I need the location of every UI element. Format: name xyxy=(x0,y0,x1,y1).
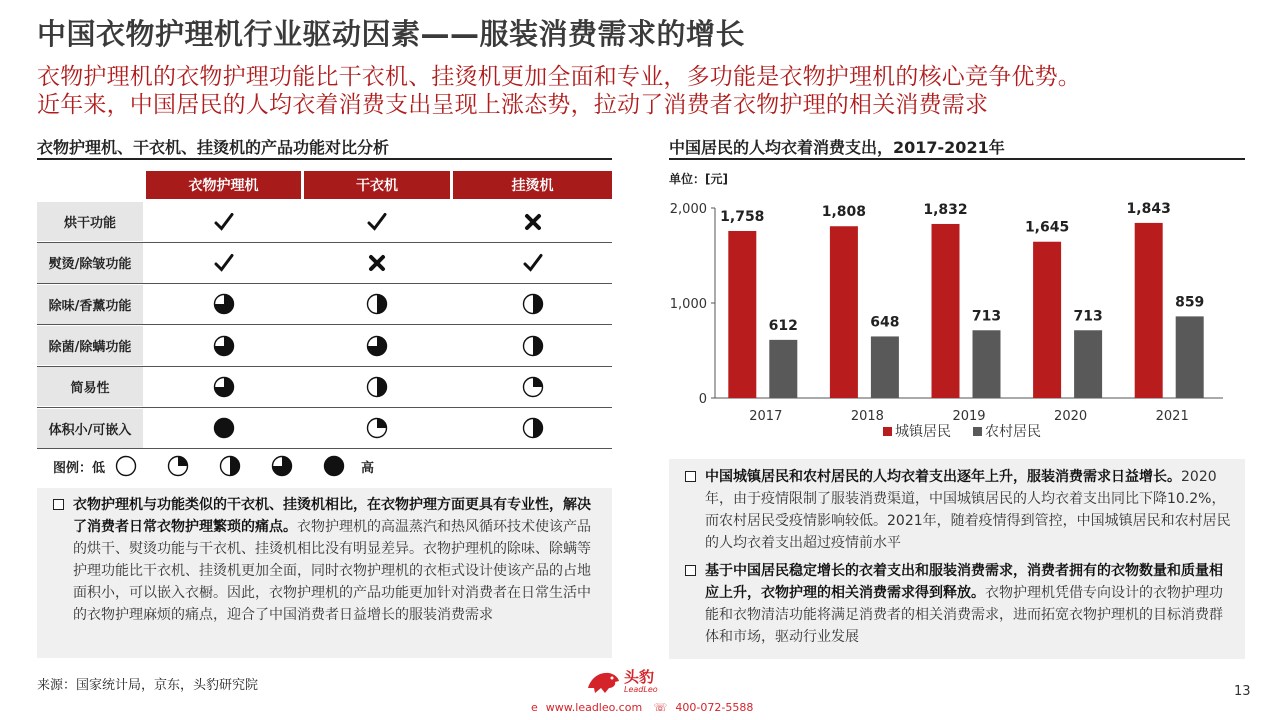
bar-urban xyxy=(932,224,960,398)
cross-mark-icon xyxy=(522,211,544,233)
bar-rural xyxy=(1074,330,1102,398)
table-cell xyxy=(146,242,301,283)
footer-contact xyxy=(527,701,757,714)
globe-icon: e xyxy=(531,701,538,714)
x-tick-label: 2017 xyxy=(749,409,783,424)
row-label: 简易性 xyxy=(37,367,143,406)
table-cell xyxy=(453,242,612,283)
check-mark-icon xyxy=(213,252,235,274)
logo-text: 头豹 xyxy=(624,668,655,686)
right-analysis-text-2: 衣物护理机凭借专向设计的衣物护理功能和衣物清洁功能将满足消费者的相关消费需求，进而拓宽衣物护理机的目标消费群体和市场，驱动行业发展 xyxy=(705,585,1223,645)
data-label: 648 xyxy=(870,314,900,331)
right-analysis-text-1: 2020年，由于疫情限制了服装消费渠道，中国城镇居民的人均衣着支出同比下降10.2%，而农村居民受疫情影响较低。2021年，随着疫情得到管控，中国城镇居民和农村居民的人均衣着支出超过疫情前水平 xyxy=(705,469,1231,551)
table-cell xyxy=(304,242,450,283)
chart-section-rule xyxy=(669,158,1245,160)
legend-swatch xyxy=(883,427,892,436)
half-circle-icon xyxy=(219,455,241,477)
full-circle-icon xyxy=(213,417,235,439)
expenditure-bar-chart xyxy=(663,188,1243,453)
bar-rural xyxy=(973,330,1001,398)
three-quarter-circle-icon xyxy=(213,335,235,357)
column-header: 挂烫机 xyxy=(453,171,612,199)
table-cell xyxy=(304,201,450,242)
quarter-circle-icon xyxy=(366,417,388,439)
table-cell xyxy=(304,408,450,449)
bar-rural xyxy=(871,336,899,398)
bar-urban xyxy=(1135,223,1163,398)
empty-circle-icon xyxy=(115,455,137,477)
data-label: 1,645 xyxy=(1024,219,1070,236)
half-circle-icon xyxy=(522,417,544,439)
legend-icons xyxy=(115,455,345,477)
bullet-square-icon xyxy=(685,471,696,482)
bar-urban xyxy=(1033,242,1061,398)
chart-unit-label: 单位：[元] xyxy=(669,172,728,186)
table-cell xyxy=(304,366,450,407)
legend-label: 城镇居民 xyxy=(895,424,951,440)
right-analysis-paragraph-1 xyxy=(685,466,1231,554)
data-label: 1,843 xyxy=(1126,200,1171,217)
legend-high-label: 高 xyxy=(361,460,375,476)
data-label: 713 xyxy=(1073,308,1103,325)
row-label: 熨烫/除皱功能 xyxy=(37,243,143,282)
data-label: 1,808 xyxy=(821,204,867,221)
row-label: 除味/香薰功能 xyxy=(37,285,143,324)
half-circle-icon xyxy=(522,293,544,315)
y-tick-label: 0 xyxy=(698,392,707,407)
legend-label: 农村居民 xyxy=(985,424,1041,440)
three-quarter-circle-icon xyxy=(271,455,293,477)
page-title: 中国衣物护理机行业驱动因素——服装消费需求的增长 xyxy=(37,17,746,51)
check-mark-icon xyxy=(522,252,544,274)
right-analysis-bold-2: 基于中国居民稳定增长的衣着支出和服装消费需求，消费者拥有的衣物数量和质量相应上升，衣物护理的相关消费需求得到释放。 xyxy=(705,563,1223,601)
row-label: 体积小/可嵌入 xyxy=(37,409,143,448)
bar-urban xyxy=(728,231,756,398)
x-tick-label: 2019 xyxy=(952,409,986,424)
x-tick-label: 2021 xyxy=(1155,409,1189,424)
bar-rural xyxy=(769,340,797,398)
page-number: 13 xyxy=(1234,684,1251,699)
y-tick-label: 1,000 xyxy=(669,297,707,312)
left-analysis-paragraph xyxy=(53,494,598,626)
legend-swatch xyxy=(973,427,982,436)
x-tick-label: 2018 xyxy=(850,409,884,424)
bullet-square-icon xyxy=(53,499,64,510)
three-quarter-circle-icon xyxy=(366,335,388,357)
left-analysis-text: 衣物护理机的高温蒸汽和热风循环技术使该产品的烘干、熨烫功能与干衣机、挂烫机相比没有明显差异。衣物护理机的除味、除螨等护理功能比干衣机、挂烫机更加全面，同时衣物护理机的衣柜式设计使该产品的占地面积小，可以嵌入衣橱。因此，衣物护理机的产品功能更加针对消费者在日常生活中的衣物护理麻烦的痛点，迎合了中国消费者日益增长的服装消费需求 xyxy=(73,519,591,623)
table-cell xyxy=(146,408,301,449)
table-cell xyxy=(453,366,612,407)
half-circle-icon xyxy=(366,376,388,398)
row-divider xyxy=(37,448,612,449)
leopard-logo-icon xyxy=(585,668,621,696)
bar-rural xyxy=(1176,316,1204,398)
three-quarter-circle-icon xyxy=(213,293,235,315)
check-mark-icon xyxy=(366,211,388,233)
cross-mark-icon xyxy=(366,252,388,274)
left-analysis-box xyxy=(37,488,612,658)
right-analysis-bold-1: 中国城镇居民和农村居民的人均衣着支出逐年上升，服装消费需求日益增长。 xyxy=(705,469,1181,485)
half-circle-icon xyxy=(366,293,388,315)
data-label: 1,758 xyxy=(720,208,765,225)
bullet-square-icon xyxy=(685,565,696,576)
table-cell xyxy=(146,201,301,242)
table-cell xyxy=(304,325,450,366)
table-cell xyxy=(453,408,612,449)
quarter-circle-icon xyxy=(522,376,544,398)
legend-low-label: 图例：低 xyxy=(53,460,106,476)
quarter-circle-icon xyxy=(167,455,189,477)
column-header: 衣物护理机 xyxy=(146,171,301,199)
data-label: 1,832 xyxy=(923,201,968,218)
right-analysis-paragraph-2 xyxy=(685,560,1231,648)
table-section-rule xyxy=(37,158,612,160)
source-note: 来源：国家统计局，京东，头豹研究院 xyxy=(37,678,259,693)
check-mark-icon xyxy=(213,211,235,233)
logo-subtext: LeadLeo xyxy=(624,685,658,694)
table-section-title: 衣物护理机、干衣机、挂烫机的产品功能对比分析 xyxy=(37,138,390,157)
table-cell xyxy=(146,325,301,366)
table-cell xyxy=(453,325,612,366)
table-legend xyxy=(53,455,374,477)
row-label: 烘干功能 xyxy=(37,202,143,241)
three-quarter-circle-icon xyxy=(213,376,235,398)
data-label: 713 xyxy=(971,308,1002,325)
page-subtitle-1: 衣物护理机的衣物护理功能比干衣机、挂烫机更加全面和专业，多功能是衣物护理机的核心竞争优势。 xyxy=(37,64,1081,90)
table-cell xyxy=(146,284,301,325)
table-cell xyxy=(146,366,301,407)
leadleo-logo xyxy=(585,668,658,696)
table-cell xyxy=(453,284,612,325)
right-analysis-box xyxy=(669,459,1245,659)
row-label: 除菌/除螨功能 xyxy=(37,326,143,365)
table-cell xyxy=(304,284,450,325)
website-link[interactable]: www.leadleo.com xyxy=(545,701,643,714)
full-circle-icon xyxy=(323,455,345,477)
x-tick-label: 2020 xyxy=(1054,409,1088,424)
table-cell xyxy=(453,201,612,242)
bar-urban xyxy=(830,226,858,398)
data-label: 612 xyxy=(768,317,798,334)
page-subtitle-2: 近年来，中国居民的人均衣着消费支出呈现上涨态势，拉动了消费者衣物护理的相关消费需求 xyxy=(37,92,989,118)
left-analysis-bold: 衣物护理机与功能类似的干衣机、挂烫机相比，在衣物护理方面更具有专业性，解决了消费者日常衣物护理繁琐的痛点。 xyxy=(73,497,591,535)
chart-section-title: 中国居民的人均衣着消费支出，2017-2021年 xyxy=(669,138,1005,157)
data-label: 859 xyxy=(1175,294,1205,311)
phone-number: 400-072-5588 xyxy=(675,701,754,714)
y-tick-label: 2,000 xyxy=(669,202,707,217)
half-circle-icon xyxy=(522,335,544,357)
phone-icon: ☏ xyxy=(653,701,668,714)
column-header: 干衣机 xyxy=(304,171,450,199)
